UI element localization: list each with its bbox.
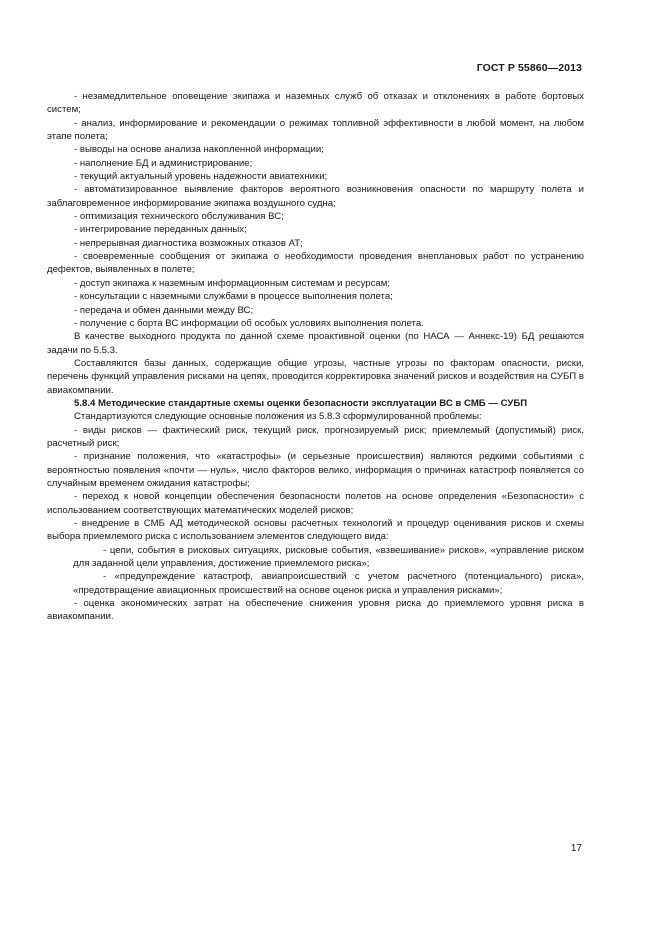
list-item: - получение с борта ВС информации об особых условиях выполнения полета.: [74, 317, 424, 329]
paragraph: Стандартизуются следующие основные положения из 5.8.3 сформулированной проблемы:: [74, 411, 482, 423]
list-item: - текущий актуальный уровень надежности авиатехники;: [74, 171, 328, 183]
list-item: - автоматизированное выявление факторов вероятного возникновения опасности по маршруту полета и заблаговременное информирование экипажа воздушного судна;: [47, 184, 584, 209]
document-body: [47, 90, 584, 624]
section-heading: 5.8.4 Методические стандартные схемы оценки безопасности эксплуатации ВС в СМБ — СУБП: [74, 397, 528, 409]
list-item: - признание положения, что «катастрофы» (и серьезные происшествия) являются редкими событиями с вероятностью появления «почти — нуль», число факторов велико, информация о причинах катастроф появляется со случайным временем ожидания катастрофы;: [47, 451, 584, 489]
list-item: - интегрирование переданных данных;: [74, 224, 247, 236]
sub-list-item: - цепи, события в рисковых ситуациях, рисковые события, «взвешивание» рисков», «управление риском для заданной цели управления, достижение приемлемого риска»;: [73, 544, 584, 570]
list-item: - оценка экономических затрат на обеспечение снижения уровня риска до приемлемого уровня риска в авиакомпании.: [47, 598, 584, 623]
paragraph: Составляются базы данных, содержащие общие угрозы, частные угрозы по факторам опасности, риски, перечень функций управления рисками на цепях, проводится корректировка значений рисков и воздействия на СУБП в авиакомпании.: [47, 357, 584, 396]
list-item: - непрерывная диагностика возможных отказов АТ;: [74, 237, 303, 249]
list-item: - консультации с наземными службами в процессе выполнения полета;: [74, 291, 393, 303]
list-item: - своевременные сообщения от экипажа о необходимости проведения внеплановых работ по устранению дефектов, выявленных в полете;: [47, 251, 584, 276]
list-item: - внедрение в СМБ АД методической основы расчетных технологий и процедур оценивания рисков и схемы выбора приемлемого риска с использованием элементов следующего вида:: [47, 518, 584, 543]
document-code-header: ГОСТ Р 55860—2013: [476, 62, 582, 74]
list-item: - виды рисков — фактический риск, текущий риск, прогнозируемый риск; приемлемый (допустимый) риск, расчетный риск;: [47, 424, 584, 449]
list-item: - выводы на основе анализа накопленной информации;: [74, 144, 324, 156]
list-item: - переход к новой концепции обеспечения безопасности полетов на основе определения «Безопасности» с использованием соответствующих математических моделей рисков;: [47, 491, 584, 516]
list-item: - наполнение БД и администрирование;: [74, 157, 253, 169]
list-item: - доступ экипажа к наземным информационным системам и ресурсам;: [74, 277, 390, 289]
list-item: - оптимизация технического обслуживания ВС;: [74, 211, 284, 223]
paragraph: В качестве выходного продукта по данной схеме проактивной оценки (по НАСА — Аннекс-19) БД решаются задачи по 5.5.3.: [47, 331, 584, 356]
list-item: - анализ, информирование и рекомендации о режимах топливной эффективности в любой момент, на любом этапе полета;: [47, 117, 584, 143]
list-item: - передача и обмен данными между ВС;: [74, 304, 254, 316]
sub-list-item: - «предупреждение катастроф, авиапроисшествий с учетом расчетного (потенциального) риска», «предотвращение авиационных происшествий на основе оценок риска и управления рисками»;: [73, 571, 584, 596]
page-number: 17: [570, 843, 582, 854]
list-item: - незамедлительное оповещение экипажа и наземных служб об отказах и отклонениях в работе бортовых систем;: [47, 91, 584, 116]
